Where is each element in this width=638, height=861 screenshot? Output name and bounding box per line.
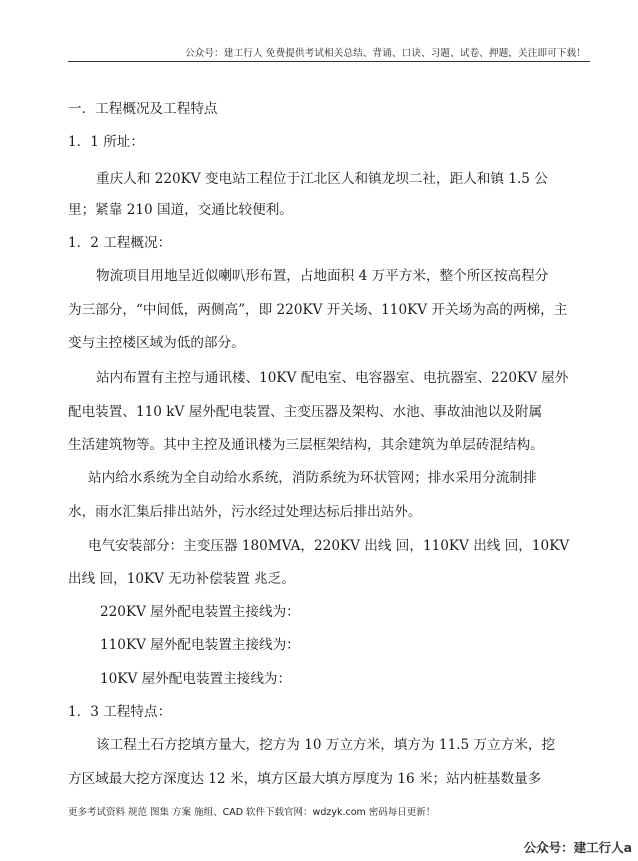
subsection-heading-site: 1．1 所址： (68, 134, 144, 150)
paragraph-line: 该工程土石方挖填方量大，挖方为 10 万立方米，填方为 11.5 万立方米，挖 (96, 737, 556, 753)
paragraph-line: 110KV 屋外配电装置主接线为： (100, 637, 300, 653)
section-heading: 一．工程概况及工程特点 (68, 101, 218, 117)
paragraph-line: 220KV 屋外配电装置主接线为： (100, 604, 300, 620)
paragraph-line: 站内布置有主控与通讯楼、10KV 配电室、电容器室、电抗器室、220KV 屋外 (96, 370, 569, 386)
paragraph-line: 方区域最大挖方深度达 12 米，填方区最大填方厚度为 16 米；站内桩基数量多 (68, 771, 542, 787)
paragraph-line: 为三部分，“中间低，两侧高”，即 220KV 开关场、110KV 开关场为高的两梯，主 (68, 302, 568, 318)
paragraph-line: 配电装置、110 kV 屋外配电装置、主变压器及架构、水池、事故油池以及附属 (68, 404, 543, 420)
subsection-heading-features: 1．3 工程特点： (68, 704, 172, 720)
paragraph-line: 物流项目用地呈近似喇叭形布置，占地面积 4 万平方米，整个所区按高程分 (96, 268, 549, 284)
paragraph-line: 水，雨水汇集后排出站外，污水经过处理达标后排出站外。 (68, 504, 422, 520)
paragraph-line: 出线 回，10KV 无功补偿装置 兆乏。 (68, 571, 295, 587)
header-note: 公众号：建工行人 免费提供考试相关总结、背诵、口诀、习题、试卷、押题，关注即可下载！ (185, 48, 586, 59)
paragraph-line: 里；紧靠 210 国道，交通比较便利。 (68, 202, 293, 218)
paragraph-line: 重庆人和 220KV 变电站工程位于江北区人和镇龙坝二社，距人和镇 1.5 公 (96, 171, 548, 187)
paragraph-line: 变与主控楼区域为低的部分。 (68, 335, 245, 351)
paragraph-line: 电气安装部分：主变压器 180MVA，220KV 出线 回，110KV 出线 回，10KV (88, 538, 570, 554)
paragraph-line: 生活建筑物等。其中主控及通讯楼为三层框架结构，其余建筑为单层砖混结构。 (68, 437, 544, 453)
paragraph-line: 10KV 屋外配电装置主接线为： (100, 671, 292, 687)
paragraph-line: 站内给水系统为全自动给水系统，消防系统为环状管网；排水采用分流制排 (88, 470, 537, 486)
watermark: 公众号：建工行人a (523, 840, 632, 855)
subsection-heading-overview: 1．2 工程概况： (68, 235, 172, 251)
footer-note: 更多考试资料 规范 图集 方案 施组、CAD 软件下载官网：wdzyk.com 密码每日更新！ (68, 807, 436, 818)
header-rule (68, 61, 590, 62)
